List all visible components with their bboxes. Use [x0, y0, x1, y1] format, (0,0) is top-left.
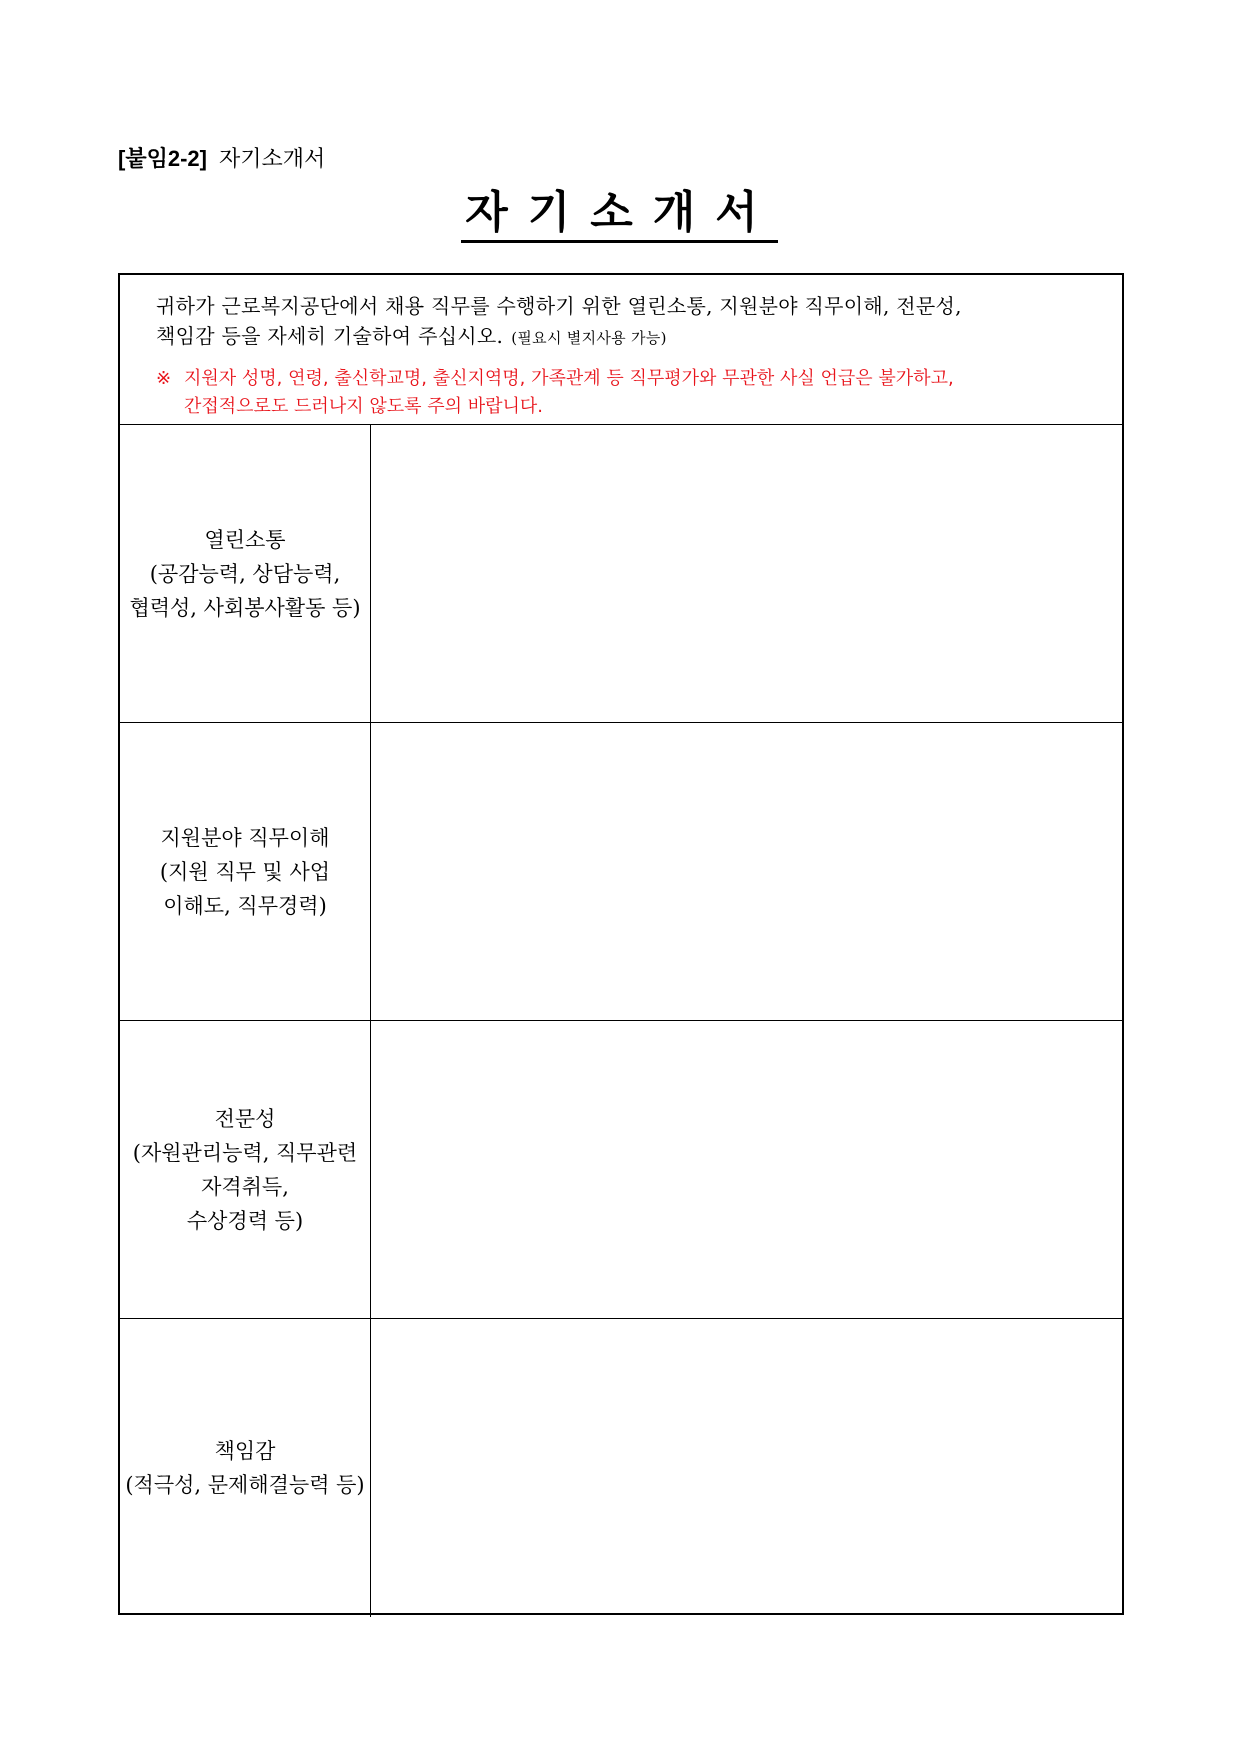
answer-field-open-communication[interactable] — [371, 425, 1122, 722]
section-row-job-understanding — [120, 723, 1122, 1021]
answer-field-job-understanding[interactable] — [371, 723, 1122, 1020]
section-detail: (자원관리능력, 직무관련 — [132, 1140, 358, 1165]
section-detail: 수상경력 등) — [186, 1208, 304, 1233]
answer-field-expertise[interactable] — [371, 1021, 1122, 1318]
section-detail: (지원 직무 및 사업 — [159, 859, 331, 884]
instruction-note-small: (필요시 별지사용 가능) — [511, 329, 667, 347]
notice-line-1 — [156, 365, 1116, 393]
notice-line-1-text: 지원자 성명, 연령, 출신학교명, 출신지역명, 가족관계 등 직무평가와 무관한 사실 언급은 불가하고, — [184, 368, 954, 389]
notice-block — [156, 365, 1116, 421]
attachment-name: 자기소개서 — [218, 147, 326, 172]
section-row-responsibility — [120, 1319, 1122, 1617]
instruction-line-2-main: 책임감 등을 자세히 기술하여 주십시오. — [156, 324, 504, 348]
section-title: 지원분야 직무이해 — [160, 825, 330, 850]
attachment-label — [118, 144, 325, 175]
section-title: 열린소통 — [204, 527, 286, 552]
attachment-tag: [붙임2-2] — [118, 146, 207, 171]
section-title: 전문성 — [214, 1106, 276, 1131]
section-detail: 협력성, 사회봉사활동 등) — [129, 595, 361, 620]
self-introduction-form — [118, 273, 1124, 1615]
section-label-expertise — [120, 1021, 371, 1318]
section-title: 책임감 — [214, 1439, 276, 1463]
section-label-job-understanding — [120, 723, 371, 1020]
section-detail: 자격취득, — [201, 1174, 289, 1199]
instructions-box — [120, 275, 1122, 425]
notice-mark: ※ — [156, 368, 172, 389]
answer-field-responsibility[interactable] — [371, 1319, 1122, 1617]
notice-line-2: 간접적으로도 드러나지 않도록 주의 바랍니다. — [184, 396, 543, 417]
instruction-line-2 — [156, 321, 1116, 353]
section-row-expertise — [120, 1021, 1122, 1319]
section-row-open-communication — [120, 425, 1122, 723]
document-title — [0, 184, 1239, 243]
section-detail: 이해도, 직무경력) — [163, 893, 327, 918]
section-label-open-communication — [120, 425, 371, 722]
section-label-responsibility — [120, 1319, 371, 1617]
section-detail: (공감능력, 상담능력, — [149, 561, 341, 586]
section-detail: (적극성, 문제해결능력 등) — [125, 1473, 365, 1497]
document-title-text: 자기소개서 — [461, 186, 778, 243]
instruction-line-1: 귀하가 근로복지공단에서 채용 직무를 수행하기 위한 열린소통, 지원분야 직무이해, 전문성, — [156, 294, 962, 318]
